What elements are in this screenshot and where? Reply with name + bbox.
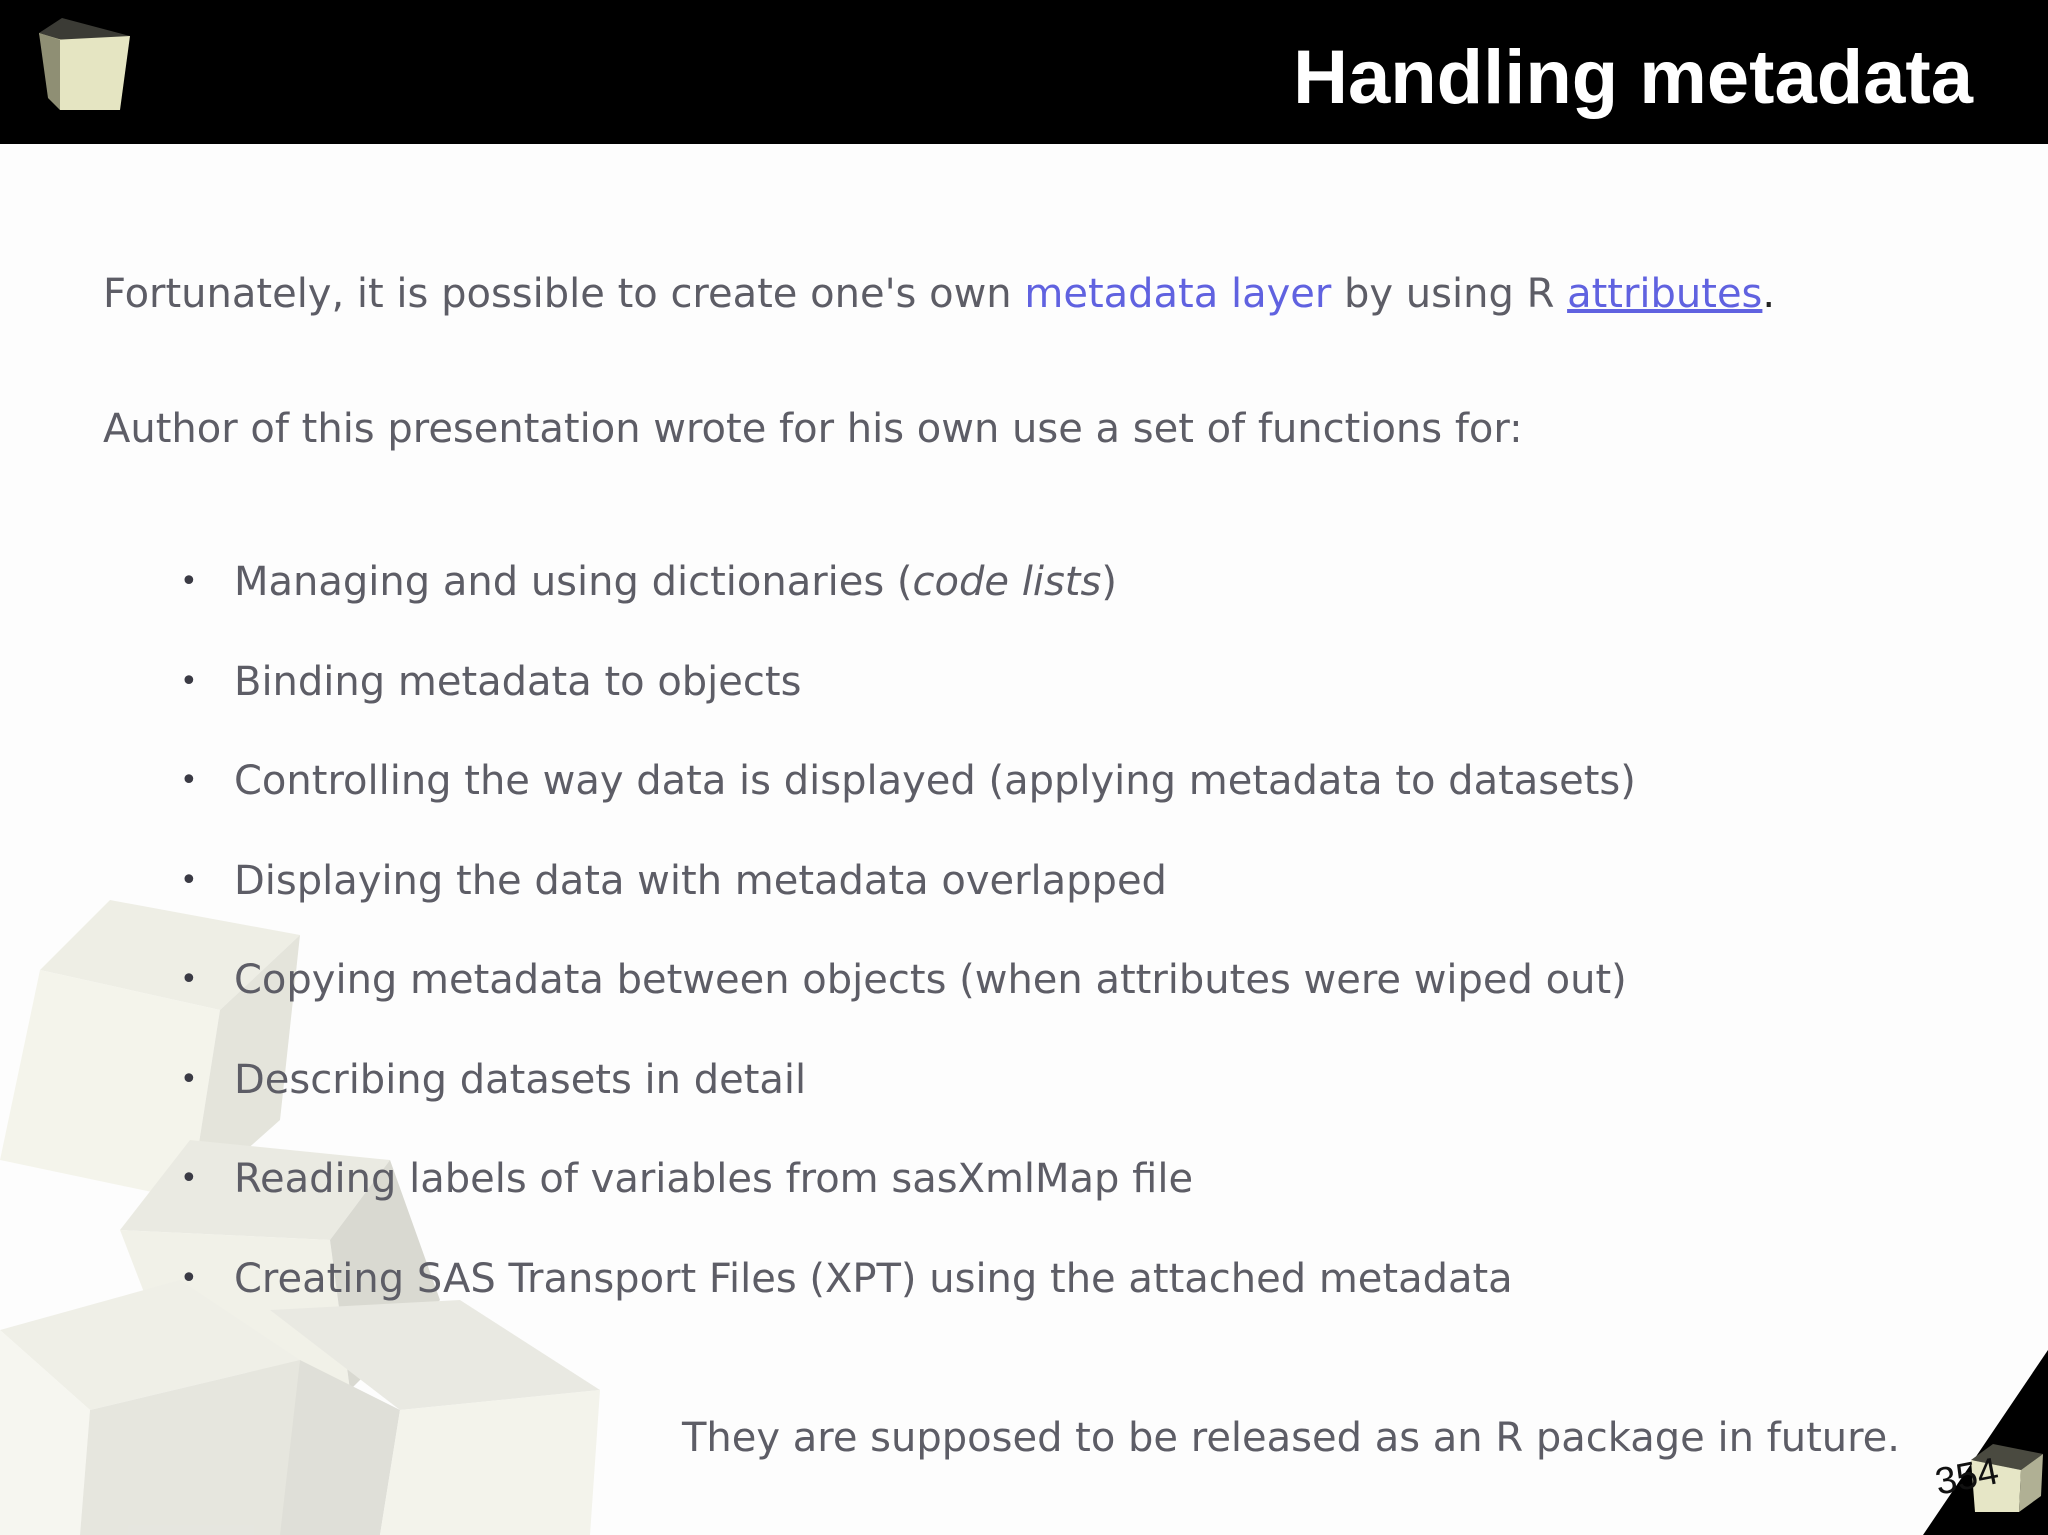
- list-item-italic: code lists: [912, 559, 1102, 605]
- intro-text-end: .: [1762, 271, 1776, 317]
- footer-note: They are supposed to be released as an R package in future.: [681, 1415, 1900, 1461]
- bullet-icon: •: [180, 664, 198, 699]
- list-item-text: Displaying the data with metadata overlapped: [234, 858, 1167, 904]
- list-item-text: Managing and using dictionaries (: [234, 559, 913, 605]
- author-paragraph: Author of this presentation wrote for his own use a set of functions for:: [103, 406, 1523, 452]
- bullet-icon: •: [180, 1161, 198, 1196]
- list-item-text: Describing datasets in detail: [234, 1057, 807, 1103]
- intro-paragraph: [103, 268, 1775, 320]
- bullet-icon: •: [180, 863, 198, 898]
- bullet-icon: •: [180, 1062, 198, 1097]
- metadata-layer-link[interactable]: metadata layer: [1024, 271, 1332, 317]
- bullet-icon: •: [180, 564, 198, 599]
- attributes-link[interactable]: attributes: [1567, 271, 1763, 317]
- list-item-text-after: ): [1101, 559, 1117, 605]
- intro-text-start: Fortunately, it is possible to create one's own: [103, 271, 1025, 317]
- bullet-icon: •: [180, 962, 198, 997]
- page-number: 354: [1931, 1450, 2003, 1504]
- intro-text-middle: by using R: [1331, 271, 1568, 317]
- bullet-icon: •: [180, 1261, 198, 1296]
- list-item-text: Binding metadata to objects: [234, 659, 802, 705]
- slide-title: Handling metadata: [1293, 35, 1973, 120]
- list-item-text: Creating SAS Transport Files (XPT) using the attached metadata: [234, 1256, 1513, 1302]
- list-item-text: Copying metadata between objects (when attributes were wiped out): [234, 957, 1627, 1003]
- list-item-text: Reading labels of variables from sasXmlMap file: [234, 1156, 1194, 1202]
- list-item-text: Controlling the way data is displayed (applying metadata to datasets): [234, 758, 1636, 804]
- bullet-icon: •: [180, 763, 198, 798]
